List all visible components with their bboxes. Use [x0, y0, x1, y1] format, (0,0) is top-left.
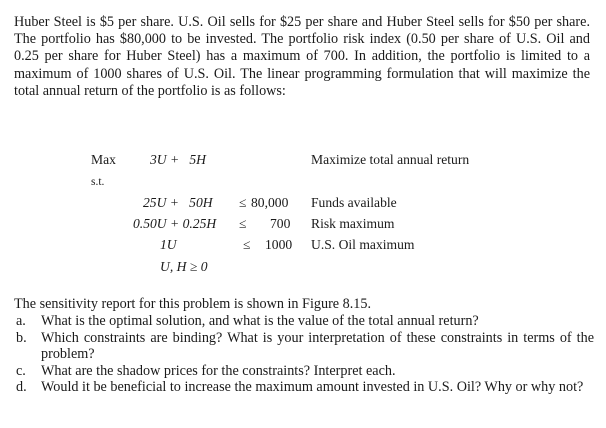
constraint-lhs: 0.50U + 0.25H	[133, 216, 217, 231]
question-text: Would it be beneficial to increase the maximum amount invested in U.S. Oil? Why or why not?	[41, 379, 584, 396]
list-item	[14, 330, 594, 363]
question-letter: d.	[16, 379, 27, 396]
question-letter: c.	[16, 362, 26, 379]
constraint-operator: ≤	[239, 216, 247, 231]
list-item	[14, 379, 594, 396]
objective-label: Max	[91, 152, 116, 167]
questions-intro: The sensitivity report for this problem is shown in Figure 8.15.	[14, 296, 372, 312]
intro-paragraph: Huber Steel is $5 per share. U.S. Oil sells for $25 per share and Huber Steel sells for $50 per share. The portfolio has $80,000 to be invested. The portfolio risk index (0.50 per share of U.S. Oil and 0.25 per share for Huber Steel) has a maximum of 700. In addition, the portfolio is limited to a maximum of 1000 shares of U.S. Oil. The linear programming formulation that will maximize the total annual return of the portfolio is as follows:	[14, 14, 590, 99]
constraint-rhs: 700	[270, 216, 291, 231]
constraint-comment: Funds available	[311, 195, 397, 210]
question-text: What is the optimal solution, and what is the value of the total annual return?	[41, 313, 479, 329]
list-item	[14, 313, 594, 330]
constraint-operator: ≤	[243, 237, 251, 252]
subject-to-label: s.t.	[91, 176, 105, 188]
constraint-comment: Risk maximum	[311, 216, 395, 231]
constraint-operator: ≤	[239, 195, 247, 210]
question-list	[14, 313, 594, 396]
constraint-rhs: 80,000	[251, 195, 289, 210]
constraint-lhs: 1U	[160, 237, 177, 252]
objective-comment: Maximize total annual return	[311, 152, 470, 167]
constraint-lhs: 25U + 50H	[143, 195, 213, 210]
objective-expression: 3U + 5H	[150, 152, 206, 167]
question-letter: a.	[16, 313, 26, 329]
question-text: What are the shadow prices for the constraints? Interpret each.	[41, 362, 396, 379]
nonnegativity-constraint: U, H ≥ 0	[160, 259, 208, 274]
constraint-comment: U.S. Oil maximum	[311, 237, 415, 252]
question-text: Which constraints are binding? What is your interpretation of these constraints in terms of the problem?	[41, 329, 594, 363]
constraint-rhs: 1000	[265, 237, 293, 252]
list-item	[14, 363, 594, 380]
question-letter: b.	[16, 329, 27, 346]
